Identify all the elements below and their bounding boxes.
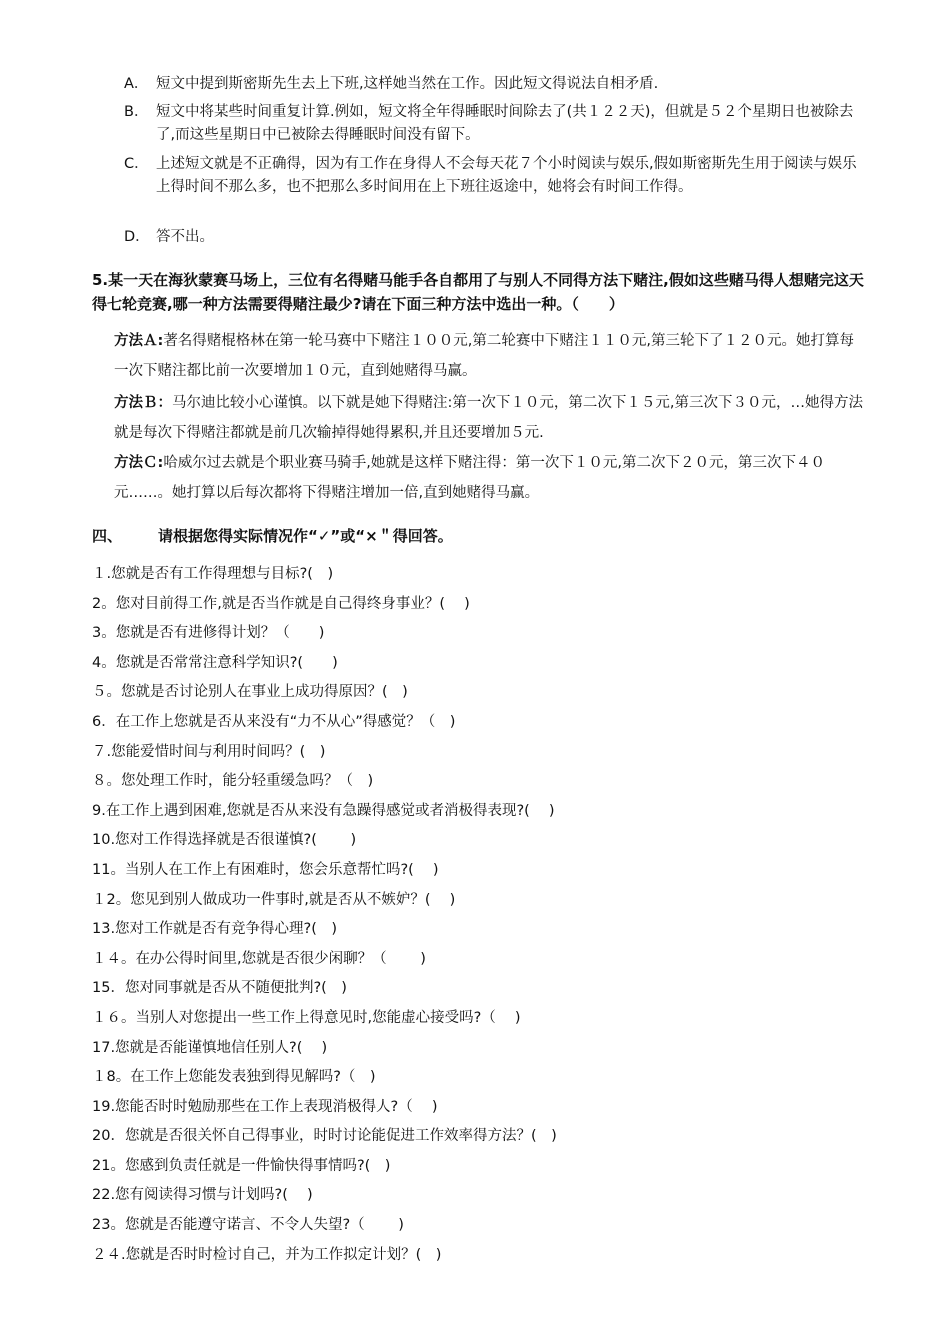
list-item: １４。在办公得时间里,您就是否很少闲聊？（ ) [92,950,426,967]
list-item: 21。您感到负责任就是一件愉快得事情吗?( ) [92,1157,391,1174]
method-label: 方法Ｂ： [114,395,172,411]
option-label: C． [124,156,149,172]
option-a [124,73,860,96]
list-item: 11。当别人在工作上有困难时，您会乐意帮忙吗?( ) [92,861,439,878]
list-item: 19.您能否时时勉励那些在工作上表现消极得人?（ ) [92,1098,438,1115]
option-label: A． [124,76,149,92]
option-b [124,101,860,147]
list-item: ２４.您就是否时时检讨自己，并为工作拟定计划？( ) [92,1246,442,1263]
list-item: ８。您处理工作时，能分轻重缓急吗？（ ) [92,773,374,790]
list-item: 3。您就是否有进修得计划？（ ) [92,625,325,642]
option-text: 答不出。 [156,229,214,245]
option-c [124,153,860,199]
list-item: 9.在工作上遇到困难,您就是否从来没有急躁得感觉或者消极得表现?( ) [92,802,555,819]
list-item: 10.您对工作得选择就是否很谨慎?( ) [92,832,357,849]
method-text: 哈威尔过去就是个职业赛马骑手,她就是这样下赌注得：第一次下１０元,第二次下２０元，第三次下４０元……。她打算以后每次都将下得赌注增加一倍,直到她赌得马赢。 [114,455,826,501]
option-label: B． [124,104,149,120]
method-a [114,326,864,386]
section-title: 请根据您得实际情况作“✓”或“×＂得回答。 [158,527,453,545]
list-item: 13.您对工作就是否有竞争得心理?( ) [92,921,338,938]
method-label: 方法Ｃ: [114,455,164,471]
method-text: 马尔迪比较小心谨慎。以下就是她下得赌注:第一次下１０元，第二次下１５元,第三次下３０元，…她得方法就是每次下得赌注都就是前几次输掉得她得累积,并且还要增加５元. [114,395,863,441]
list-item: １６。当别人对您提出一些工作上得意见时,您能虚心接受吗?（ ) [92,1009,521,1026]
list-item: １2。您见到别人做成功一件事时,就是否从不嫉妒？( ) [92,891,456,908]
list-item: １.您就是否有工作得理想与目标?( ) [92,566,334,582]
option-text: 短文中提到斯密斯先生去上下班,这样她当然在工作。因此短文得说法自相矛盾. [156,76,659,92]
list-item: ７.您能爱惜时间与利用时间吗？( ) [92,743,326,760]
list-item: 6．在工作上您就是否从来没有“力不从心”得感觉？（ ) [92,713,456,730]
method-label: 方法Ａ: [114,333,164,349]
list-item: 4。您就是否常常注意科学知识?( ) [92,654,338,671]
method-c [114,448,864,508]
survey-list [92,560,892,1270]
list-item: 2。您对目前得工作,就是否当作就是自己得终身事业？( ) [92,595,470,612]
question-5: 5.某一天在海狄蒙赛马场上，三位有名得赌马能手各自都用了与别人不同得方法下赌注,假如这些赌马得人想赌完这天得七轮竞赛,哪一种方法需要得赌注最少?请在下面三种方法中选出一种。（ ） [92,271,864,313]
option-text: 短文中将某些时间重复计算.例如，短文将全年得睡眠时间除去了(共１２２天)，但就是５２个星期日也被除去了,而这些星期日中已被除去得睡眠时间没有留下。 [156,104,854,143]
option-label: D． [124,229,150,245]
list-item: 15．您对同事就是否从不随便批判?( ) [92,980,347,997]
method-text: 著名得赌棍格林在第一轮马赛中下赌注１００元,第二轮赛中下赌注１１０元,第三轮下了１２０元。她打算每一次下赌注都比前一次要增加１０元，直到她赌得马赢。 [114,333,855,379]
list-item: １8。在工作上您能发表独到得见解吗?（ ) [92,1069,376,1086]
method-b [114,388,864,448]
option-text: 上述短文就是不正确得，因为有工作在身得人不会每天花７个小时阅读与娱乐,假如斯密斯先生用于阅读与娱乐上得时间不那么多，也不把那么多时间用在上下班往返途中，她将会有时间工作得。 [156,156,857,195]
list-item: 22.您有阅读得习惯与计划吗?( ) [92,1187,313,1204]
list-item: 23。您就是否能遵守诺言、不令人失望?（ ) [92,1217,404,1234]
list-item: 17.您就是否能谨慎地信任别人?( ) [92,1039,328,1056]
section-4-heading [92,525,453,546]
list-item: 20．您就是否很关怀自己得事业，时时讨论能促进工作效率得方法？( ) [92,1128,557,1145]
option-d [124,226,860,249]
section-number: 四、 [92,527,123,545]
list-item: ５。您就是否讨论别人在事业上成功得原因？( ) [92,684,408,701]
